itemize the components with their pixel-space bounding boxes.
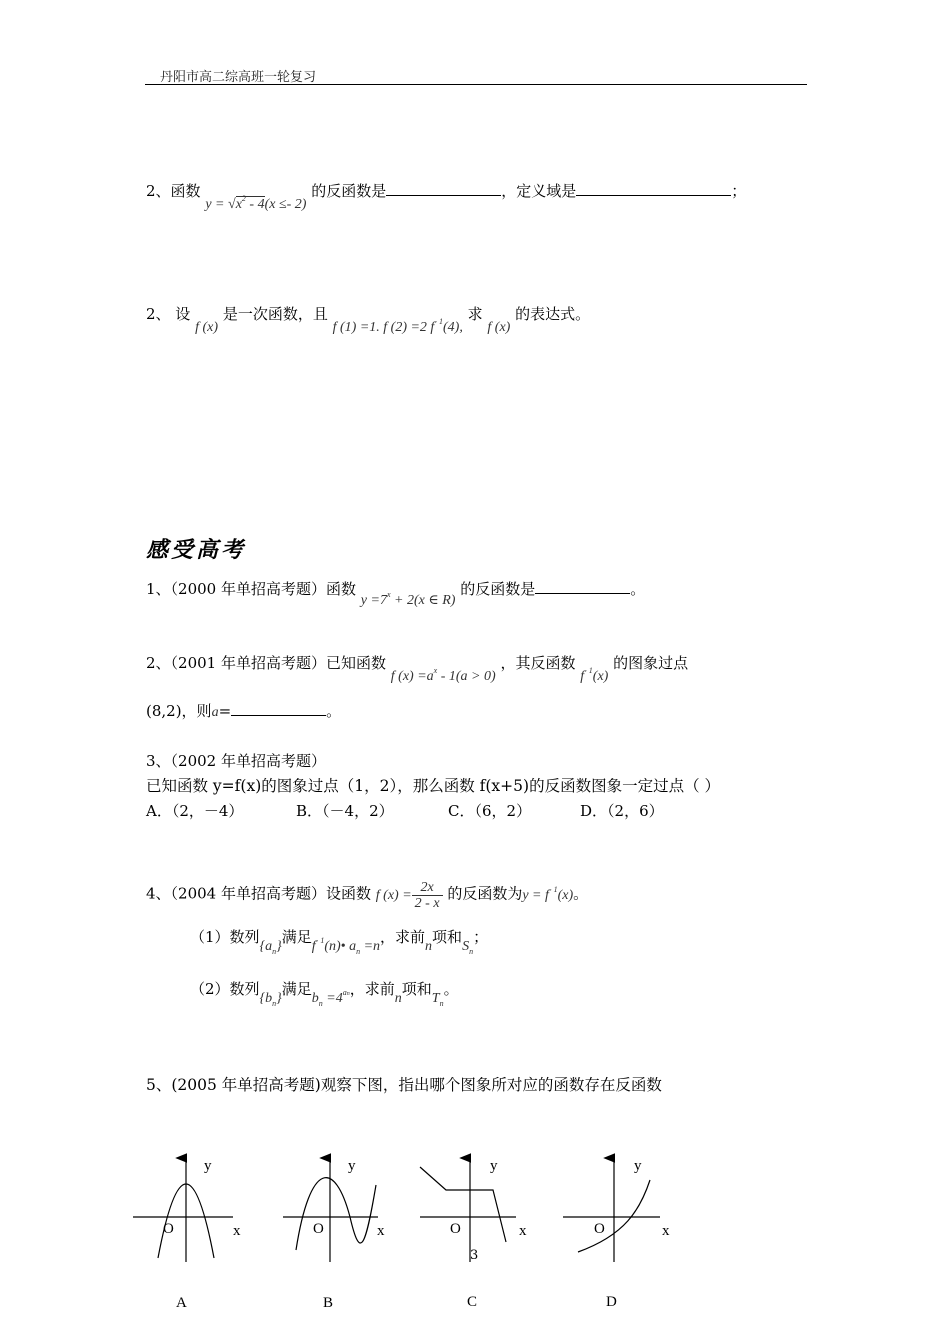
header-title: 丹阳市高二综高班一轮复习 [160,70,317,85]
graph-c-x-label: x [519,1223,527,1239]
graph-a-label: A [176,1295,187,1311]
graph-c-origin: O [450,1221,461,1237]
question-2a: 2、函数 $y = √x^2 - 4(x \le- 2)$ 的反函数是 ，定义域是 ； [146,182,747,212]
graph-d-x-label: x [662,1223,670,1239]
graph-b-label: B [323,1295,334,1311]
graph-b-y-label: y [348,1158,356,1174]
answer-blank[interactable] [535,593,630,594]
graph-c-curve [420,1167,506,1242]
exam-question-2: 2、（2001 年单招高考题）已知函数 f $(x) =a^x - 1(a > 0)$ ，其反函数 $f^{- 1}(x)$ 的图象过点 [146,654,689,684]
header-rule [145,84,807,85]
graph-b-curve [296,1178,376,1250]
graph-d-y-label: y [634,1158,642,1174]
graph-a-y-label: y [204,1158,212,1174]
exam-question-2-line2: (8,2)，则a= 。 [146,702,342,720]
graph-c-y-label: y [490,1158,498,1174]
e2-formula: f $(x) =a^x - 1(a > 0)$ [390,666,496,684]
graph-c-label: C [467,1294,478,1310]
graphs-figure [0,1140,950,1320]
graph-b-origin: O [313,1221,324,1237]
exam-question-4-part2: （2）数列$\{b_n\}$满足$b_n =4^{an}$，求前n项和$T_n$。 [190,980,459,1008]
option-c[interactable]: C．（6，2） [448,802,532,820]
answer-blank[interactable] [231,715,326,716]
e4-inverse: $y = f^{- 1}(x)$ [522,884,574,903]
q2a-formula: $y = √x^2 - 4(x \le- 2)$ [205,194,307,212]
graph-a-x-label: x [233,1223,241,1239]
q2a-mid: 的反函数是 [311,182,387,200]
option-d[interactable]: D．（2，6） [580,802,664,820]
exam-question-4: 4、（2004 年单招高考题）设函数 f (x) = $\frac{2x}{2 - x}$ 的反函数为$y = f^{- 1}(x)$。 [146,880,589,911]
graph-d-origin: O [594,1221,605,1237]
page-number: 3 [470,1248,479,1263]
graph-b-x-label: x [377,1223,385,1239]
option-a[interactable]: A．（2，－4） [146,802,244,820]
e2-inverse: $f^{- 1}(x)$ [580,666,609,684]
answer-blank[interactable] [576,195,731,196]
graph-d-label: D [606,1294,617,1310]
q2a-prefix: 2、函数 [146,182,201,200]
q2a-mid2: ，定义域是 [501,182,577,200]
answer-blank[interactable] [386,195,501,196]
e1-formula: $y =7^x + 2(x$ ∈ R) [360,590,456,608]
question-2b: 2、 设 f (x) 是一次函数，且 f (1) =1. f (2) =2 $f^{- 1}(4)$, 求 f (x) 的表达式。 [146,305,591,335]
exam-question-3: 3、（2002 年单招高考题） [146,752,326,770]
exam-question-1: 1、（2000 年单招高考题）函数 $y =7^x + 2(x$ ∈ R) 的反函数是 。 [146,580,646,608]
exam-question-4-part1: （1）数列$\{a_n\}$满足$f^{- 1}(n)•$ $a_n =n$，求前n项和$S_n$； [190,928,489,956]
q2b-fx: f (x) [195,320,219,335]
exam-question-5: 5、(2005 年单招高考题)观察下图，指出哪个图象所对应的函数存在反函数 [146,1076,662,1094]
e4-formula: f (x) = $\frac{2x}{2 - x}$ [376,888,443,903]
q2b-cond: f (1) =1. f (2) =2 $f^{- 1}(4)$, [332,317,463,335]
graph-a-origin: O [163,1221,174,1237]
section-title: 感受高考 [146,537,247,563]
option-b[interactable]: B．（－4，2） [296,802,394,820]
exam-question-3-text: 已知函数 y=f(x)的图象过点（1，2），那么函数 f(x+5)的反函数图象一定过点（ ） [146,777,720,795]
